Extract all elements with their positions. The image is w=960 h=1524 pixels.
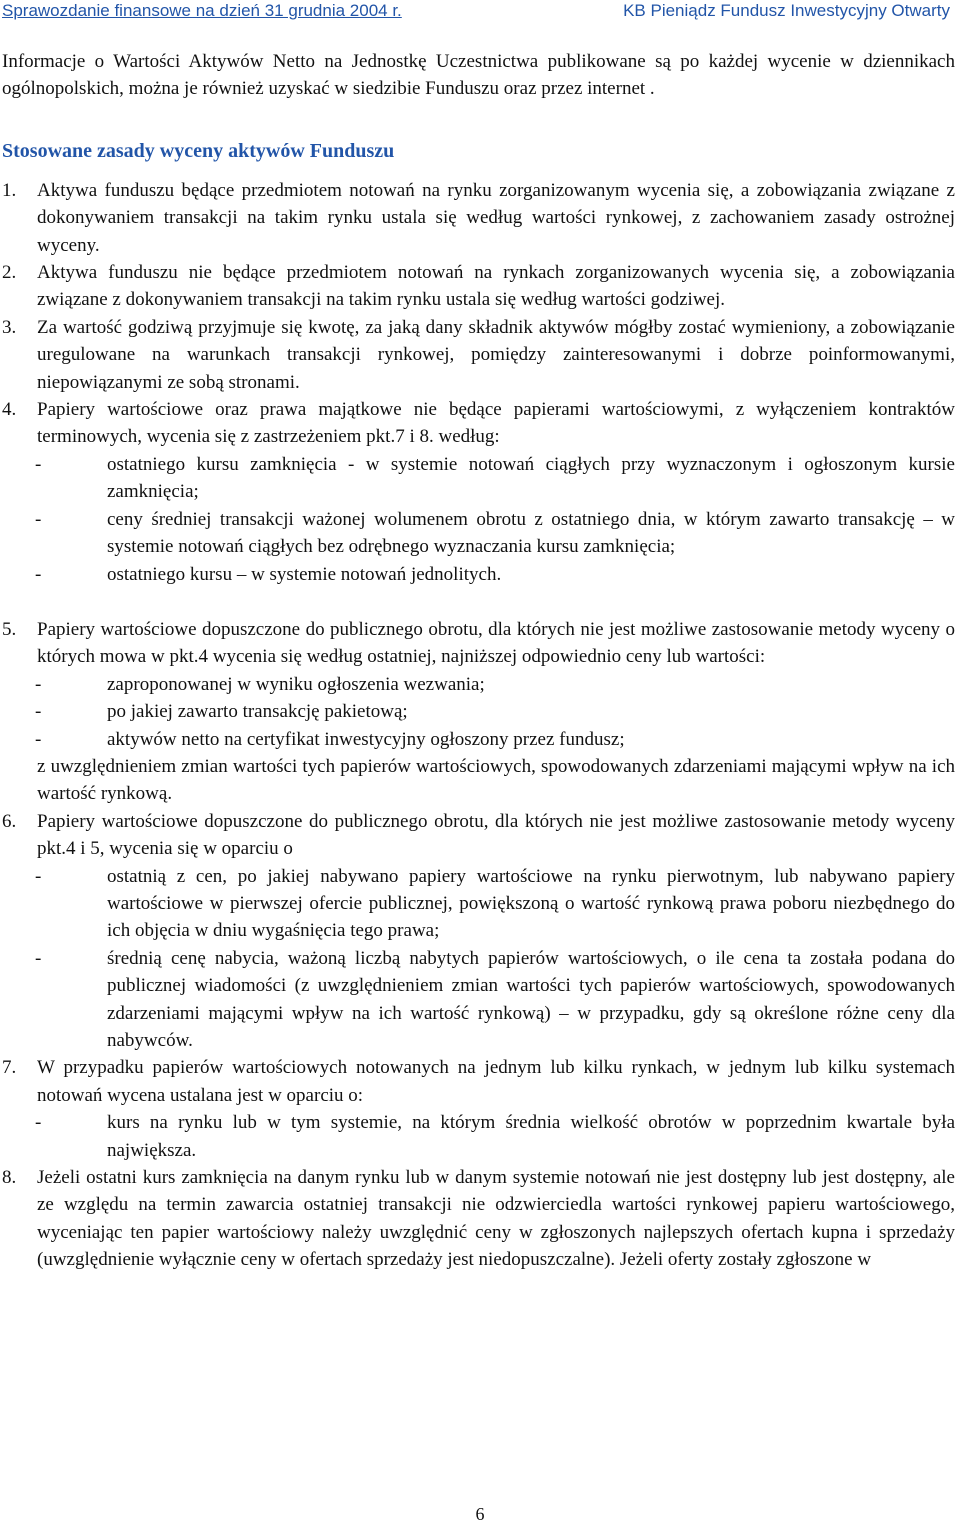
- dash-bullet: -: [35, 701, 42, 723]
- item-number: 3.: [2, 316, 17, 338]
- list-item-continuation: [2, 753, 955, 808]
- list-item: [2, 314, 955, 396]
- dash-bullet: -: [35, 1112, 42, 1134]
- sub-item-text: ceny średniej transakcji ważonej wolumenem obrotu z ostatniego dnia, w którym zawarto transakcję – w systemie notowań ciągłych bez odrębnego wyznaczania kursu zamknięcia;: [107, 508, 955, 558]
- item-text: Jeżeli ostatni kurs zamknięcia na danym rynku lub w danym systemie notowań nie jest dostępny lub jest dostępny, ale ze względu na termin zawarcia ostatniej transakcji nie odzwierciedla wartości rynkowej papieru wartościowego, wyceniając ten papier wartościowy należy uwzględnić ceny w zgłoszonych najlepszych ofertach kupna i sprzedaży (uwzględnienie wyłącznie ceny w ofertach sprzedaży jest niedopuszczalne). Jeżeli oferty zostały zgłoszone w: [37, 1167, 955, 1271]
- sub-item: [2, 671, 955, 698]
- page-header: [0, 0, 960, 22]
- dash-bullet: -: [35, 453, 42, 475]
- item-number: 7.: [2, 1057, 17, 1079]
- dash-bullet: -: [35, 728, 42, 750]
- item-number: 4.: [2, 399, 17, 421]
- dash-bullet: -: [35, 563, 42, 585]
- item-text: Papiery wartościowe oraz prawa majątkowe nie będące papierami wartościowymi, z wyłączeniem kontraktów terminowych, wycenia się z zastrzeżeniem pkt.7 i 8. według:: [37, 399, 955, 448]
- sub-item: [2, 945, 955, 1055]
- list-item: [2, 1164, 955, 1274]
- item-text: Papiery wartościowe dopuszczone do publicznego obrotu, dla których nie jest możliwe zastosowanie metody wyceny pkt.4 i 5, wycenia się w oparciu o: [37, 810, 955, 860]
- sub-item: [2, 698, 955, 725]
- list-item: [2, 616, 955, 671]
- item-text: Papiery wartościowe dopuszczone do publicznego obrotu, dla których nie jest możliwe zastosowanie metody wyceny o których mowa w pkt.4 wycenia się według ostatniej, najniższej odpowiednio ceny lub wartości:: [37, 618, 955, 668]
- page-number: 6: [475, 1504, 485, 1524]
- sub-item-text: ostatniego kursu zamknięcia - w systemie notowań ciągłych przy wyznaczonym i ogłoszonym kursie zamknięcia;: [107, 453, 955, 503]
- spacer: [2, 588, 955, 616]
- list-item: [2, 259, 955, 314]
- dash-bullet: -: [35, 673, 42, 695]
- sub-item: [2, 1109, 955, 1164]
- valuation-rules-list: [2, 177, 955, 1274]
- item-text: Aktywa funduszu będące przedmiotem notowań na rynku zorganizowanym wycenia się, a zobowiązania związane z dokonywaniem transakcji na takim rynku ustala się według wartości rynkowej, z zachowaniem zasady ostrożnej wyceny.: [37, 179, 955, 256]
- item-text: Za wartość godziwą przyjmuje się kwotę, za jaką dany składnik aktywów mógłby zostać wymieniony, a zobowiązanie uregulowane na warunkach transakcji rynkowej, pomiędzy zainteresowanymi i dobrze poinformowanymi, niepowiązanymi ze sobą stronami.: [37, 316, 955, 393]
- list-item: [2, 808, 955, 863]
- sub-item: [2, 726, 955, 753]
- sub-item: [2, 561, 955, 588]
- sub-item-text: średnią cenę nabycia, ważoną liczbą nabytych papierów wartościowych, o ile cena ta została podana do publicznej wiadomości (z uwzględnieniem zmian wartości tych papierów wartościowych, spowodowanych zdarzeniami mającymi wpływ na ich wartość rynkową) – w przypadku, gdy są określone różne ceny dla nabywców.: [107, 947, 955, 1051]
- dash-bullet: -: [35, 947, 42, 969]
- sub-item-text: kurs na rynku lub w tym systemie, na którym średnia wielkość obrotów w poprzednim kwartale była największa.: [107, 1112, 955, 1161]
- list-item: [2, 177, 955, 259]
- sub-item: [2, 863, 955, 945]
- header-document-title[interactable]: Sprawozdanie finansowe na dzień 31 grudnia 2004 r.: [2, 1, 402, 20]
- item-number: 6.: [2, 810, 17, 832]
- document-body: [2, 48, 955, 1274]
- list-item: [2, 1054, 955, 1109]
- item-text: W przypadku papierów wartościowych notowanych na jednym lub kilku rynkach, w jednym lub kilku systemach notowań wycena ustalana jest w oparciu o:: [37, 1057, 955, 1106]
- sub-item: [2, 451, 955, 506]
- dash-bullet: -: [35, 508, 42, 530]
- header-fund-name: KB Pieniądz Fundusz Inwestycyjny Otwarty: [623, 1, 950, 20]
- sub-item-text: zaproponowanej w wyniku ogłoszenia wezwania;: [107, 673, 485, 695]
- sub-item-text: po jakiej zawarto transakcję pakietową;: [107, 701, 408, 723]
- item-continuation-text: z uwzględnieniem zmian wartości tych papierów wartościowych, spowodowanych zdarzeniami mającymi wpływ na ich wartość rynkową.: [37, 755, 955, 805]
- item-number: 8.: [2, 1167, 17, 1189]
- list-item: [2, 396, 955, 451]
- sub-item-text: ostatniego kursu – w systemie notowań jednolitych.: [107, 563, 502, 585]
- sub-item: [2, 506, 955, 561]
- sub-item-text: aktywów netto na certyfikat inwestycyjny ogłoszony przez fundusz;: [107, 728, 625, 750]
- sub-item-text: ostatnią z cen, po jakiej nabywano papiery wartościowe na rynku pierwotnym, lub nabywano papiery wartościowe w pierwszej ofercie publicznej, powiększoną o wartość rynkową prawa poboru niezbędnego do ich objęcia w dniu wygaśnięcia tego prawa;: [107, 865, 955, 942]
- item-number: 5.: [2, 618, 17, 640]
- dash-bullet: -: [35, 865, 42, 887]
- item-number: 1.: [2, 179, 17, 201]
- intro-paragraph: Informacje o Wartości Aktywów Netto na Jednostkę Uczestnictwa publikowane są po każdej wycenie w dziennikach ogólnopolskich, można je również uzyskać w siedzibie Funduszu oraz przez internet .: [2, 51, 955, 100]
- item-text: Aktywa funduszu nie będące przedmiotem notowań na rynkach zorganizowanych wycenia się, a zobowiązania związane z dokonywaniem transakcji na takim rynku ustala się według wartości godziwej.: [37, 262, 955, 311]
- item-number: 2.: [2, 262, 17, 284]
- section-heading: Stosowane zasady wyceny aktywów Funduszu: [2, 139, 395, 162]
